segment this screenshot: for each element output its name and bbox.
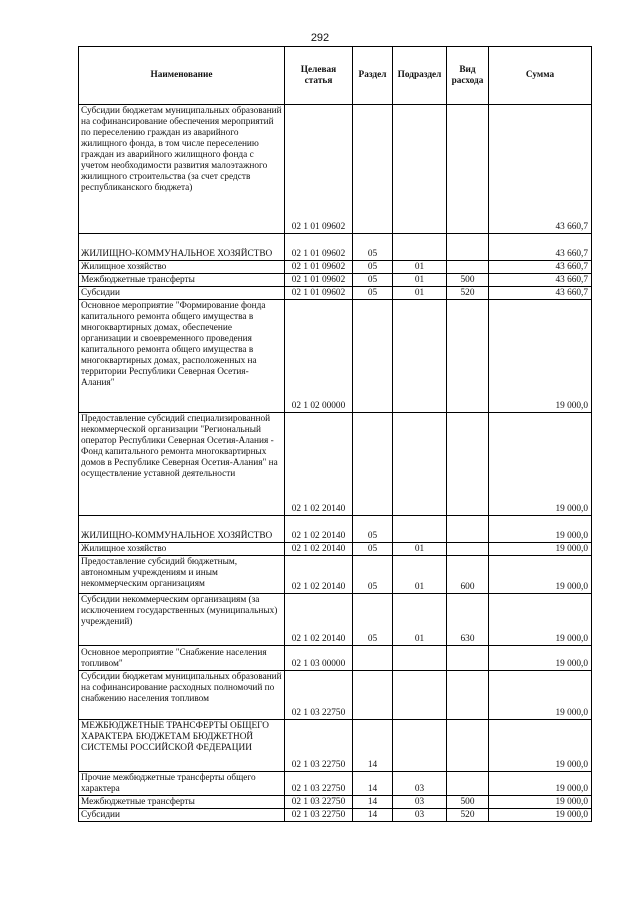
cell-subsection: 01 (393, 543, 447, 556)
cell-section (353, 646, 393, 671)
cell-name: МЕЖБЮДЖЕТНЫЕ ТРАНСФЕРТЫ ОБЩЕГО ХАРАКТЕРА БЮДЖЕТАМ БЮДЖЕТНОЙ СИСТЕМЫ РОССИЙСКОЙ ФЕДЕРАЦИИ (79, 720, 285, 772)
cell-expense-type (447, 105, 489, 234)
cell-article: 02 1 02 20140 (285, 594, 353, 646)
table-row (79, 671, 592, 720)
cell-amount: 19 000,0 (489, 671, 592, 720)
cell-article: 02 1 01 09602 (285, 261, 353, 274)
table-row (79, 772, 592, 796)
cell-expense-type (447, 772, 489, 796)
cell-subsection: 03 (393, 809, 447, 822)
header-section: Раздел (353, 47, 393, 105)
cell-expense-type (447, 261, 489, 274)
table-row (79, 413, 592, 516)
cell-article: 02 1 03 22750 (285, 796, 353, 809)
cell-name: Основное мероприятие "Формирование фонда капитального ремонта общего имущества в многоквартирных домах, обеспечение организации и своевременного проведения капитального ремонта общего имущества в многоквартирных домах, расположенных на территории Республики Северная Осетия-Алания" (79, 300, 285, 413)
cell-article: 02 1 03 22750 (285, 720, 353, 772)
cell-subsection: 01 (393, 556, 447, 594)
cell-subsection (393, 105, 447, 234)
cell-section: 14 (353, 809, 393, 822)
cell-section: 14 (353, 772, 393, 796)
cell-section: 05 (353, 543, 393, 556)
cell-name: Межбюджетные трансферты (79, 796, 285, 809)
cell-section: 14 (353, 720, 393, 772)
table-row (79, 556, 592, 594)
table-row (79, 274, 592, 287)
cell-expense-type (447, 646, 489, 671)
cell-subsection: 01 (393, 594, 447, 646)
cell-name: Субсидии (79, 287, 285, 300)
cell-subsection (393, 300, 447, 413)
cell-section: 05 (353, 594, 393, 646)
cell-amount: 19 000,0 (489, 300, 592, 413)
cell-section: 05 (353, 287, 393, 300)
cell-expense-type: 500 (447, 274, 489, 287)
table-row (79, 796, 592, 809)
header-article: Целевая статья (285, 47, 353, 105)
cell-expense-type (447, 413, 489, 516)
cell-section: 05 (353, 516, 393, 543)
table-row (79, 594, 592, 646)
cell-amount: 43 660,7 (489, 287, 592, 300)
header-name: Наименование (79, 47, 285, 105)
cell-subsection (393, 720, 447, 772)
cell-article: 02 1 01 09602 (285, 105, 353, 234)
cell-article: 02 1 01 09602 (285, 274, 353, 287)
cell-name: ЖИЛИЩНО-КОММУНАЛЬНОЕ ХОЗЯЙСТВО (79, 516, 285, 543)
cell-name: Жилищное хозяйство (79, 261, 285, 274)
table-row (79, 287, 592, 300)
cell-subsection: 01 (393, 261, 447, 274)
cell-amount: 19 000,0 (489, 543, 592, 556)
cell-section (353, 671, 393, 720)
cell-amount: 19 000,0 (489, 413, 592, 516)
cell-name: Межбюджетные трансферты (79, 274, 285, 287)
cell-name: Жилищное хозяйство (79, 543, 285, 556)
cell-subsection (393, 234, 447, 261)
cell-name: Предоставление субсидий специализированной некоммерческой организации "Региональный оператор Республики Северная Осетия-Алания - Фонд капитального ремонта многоквартирных домов в Республике Северная Осетия-Алания" на осуществление уставной деятельности (79, 413, 285, 516)
cell-section (353, 105, 393, 234)
cell-name: Субсидии (79, 809, 285, 822)
cell-amount: 19 000,0 (489, 594, 592, 646)
cell-amount: 19 000,0 (489, 646, 592, 671)
cell-section: 14 (353, 796, 393, 809)
cell-amount: 43 660,7 (489, 105, 592, 234)
cell-expense-type: 630 (447, 594, 489, 646)
cell-article: 02 1 02 20140 (285, 543, 353, 556)
cell-section (353, 300, 393, 413)
cell-article: 02 1 03 22750 (285, 772, 353, 796)
cell-article: 02 1 03 00000 (285, 646, 353, 671)
table-row (79, 261, 592, 274)
cell-article: 02 1 02 20140 (285, 413, 353, 516)
cell-subsection (393, 671, 447, 720)
table-header-row (79, 47, 592, 105)
cell-amount: 19 000,0 (489, 720, 592, 772)
table-row (79, 234, 592, 261)
table-row (79, 720, 592, 772)
cell-section: 05 (353, 234, 393, 261)
table-row (79, 105, 592, 234)
cell-article: 02 1 01 09602 (285, 234, 353, 261)
cell-expense-type: 520 (447, 809, 489, 822)
table-row (79, 809, 592, 822)
cell-amount: 43 660,7 (489, 234, 592, 261)
header-subsection: Подраздел (393, 47, 447, 105)
cell-section: 05 (353, 556, 393, 594)
cell-article: 02 1 01 09602 (285, 287, 353, 300)
cell-subsection: 03 (393, 772, 447, 796)
cell-amount: 19 000,0 (489, 796, 592, 809)
cell-name: Субсидии бюджетам муниципальных образований на софинансирование обеспечения мероприятий по переселению граждан из аварийного жилищного фонда, в том числе переселению граждан из аварийного жилищного фонда с учетом необходимости развития малоэтажного жилищного строительства (за счет средств республиканского бюджета) (79, 105, 285, 234)
cell-name: Субсидии бюджетам муниципальных образований на софинансирование расходных полномочий по снабжению населения топливом (79, 671, 285, 720)
cell-section: 05 (353, 274, 393, 287)
cell-section (353, 413, 393, 516)
cell-name: Предоставление субсидий бюджетным, автономным учреждениям и иным некоммерческим организациям (79, 556, 285, 594)
cell-subsection (393, 413, 447, 516)
cell-amount: 19 000,0 (489, 556, 592, 594)
cell-article: 02 1 03 22750 (285, 809, 353, 822)
header-expense-type: Вид расхода (447, 47, 489, 105)
cell-expense-type (447, 671, 489, 720)
cell-expense-type (447, 300, 489, 413)
cell-expense-type (447, 720, 489, 772)
cell-name: Субсидии некоммерческим организациям (за исключением государственных (муниципальных) учреждений) (79, 594, 285, 646)
page-number: 292 (310, 32, 330, 44)
cell-expense-type (447, 234, 489, 261)
cell-amount: 19 000,0 (489, 516, 592, 543)
cell-amount: 19 000,0 (489, 772, 592, 796)
cell-subsection (393, 646, 447, 671)
table-row (79, 300, 592, 413)
cell-name: Основное мероприятие "Снабжение населения топливом" (79, 646, 285, 671)
cell-expense-type: 500 (447, 796, 489, 809)
cell-name: Прочие межбюджетные трансферты общего характера (79, 772, 285, 796)
table-row (79, 543, 592, 556)
cell-amount: 19 000,0 (489, 809, 592, 822)
table-body (79, 105, 592, 822)
cell-expense-type (447, 543, 489, 556)
cell-section: 05 (353, 261, 393, 274)
cell-subsection: 01 (393, 287, 447, 300)
cell-article: 02 1 02 20140 (285, 556, 353, 594)
cell-article: 02 1 02 20140 (285, 516, 353, 543)
cell-article: 02 1 02 00000 (285, 300, 353, 413)
budget-table (78, 46, 592, 822)
cell-expense-type (447, 516, 489, 543)
cell-amount: 43 660,7 (489, 274, 592, 287)
table-row (79, 646, 592, 671)
cell-amount: 43 660,7 (489, 261, 592, 274)
cell-expense-type: 600 (447, 556, 489, 594)
cell-subsection: 01 (393, 274, 447, 287)
cell-subsection: 03 (393, 796, 447, 809)
header-amount: Сумма (489, 47, 592, 105)
cell-expense-type: 520 (447, 287, 489, 300)
cell-article: 02 1 03 22750 (285, 671, 353, 720)
cell-subsection (393, 516, 447, 543)
cell-name: ЖИЛИЩНО-КОММУНАЛЬНОЕ ХОЗЯЙСТВО (79, 234, 285, 261)
table-row (79, 516, 592, 543)
